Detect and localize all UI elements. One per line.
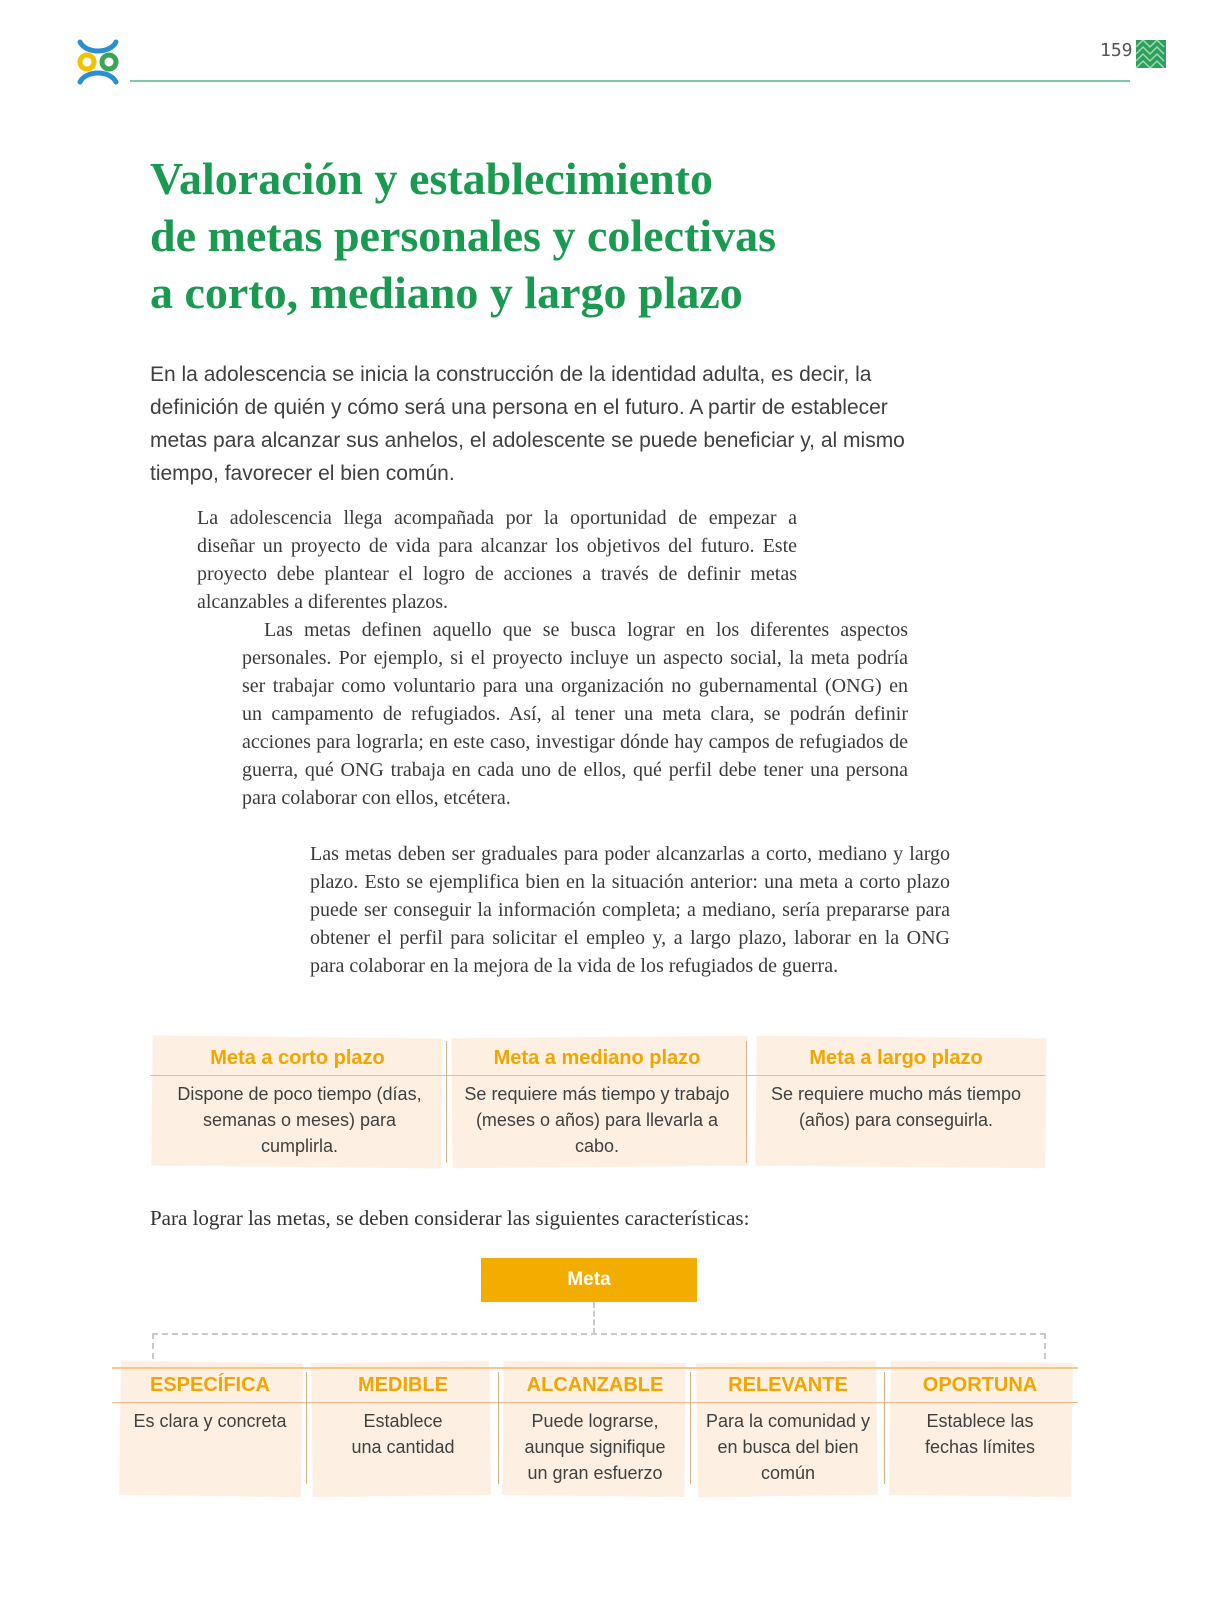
connector-line: [152, 1333, 1046, 1335]
feature-description: Para la comunidad y en busca del bien común: [705, 1411, 871, 1483]
feature-description: Es clara y concreta: [133, 1411, 287, 1431]
feature-description: Establece las fechas límites: [924, 1411, 1036, 1457]
feature-title: RELEVANTE: [728, 1374, 848, 1396]
goal-title: Meta a mediano plazo: [493, 1047, 701, 1069]
feature-especifica: [114, 1368, 306, 1434]
connector-line: [152, 1333, 154, 1359]
title-line-3: a corto, mediano y largo plazo: [150, 267, 743, 318]
goal-short-term: [150, 1037, 445, 1159]
body-paragraph-3: Las metas deben ser graduales para poder alcanzarlas a corto, mediano y largo plazo. Esto se ejemplifica bien en la situación anterior: una meta a corto plazo puede ser conseguir la información completa; a mediano, sería prepararse para obtener el perfil para solicitar el empleo y, a largo plazo, laborar en la ONG para colaborar en la mejora de la vida de los refugiados de guerra.: [310, 843, 950, 977]
title-line-1: Valoración y establecimiento: [150, 153, 714, 204]
goal-medium-term: [448, 1037, 746, 1159]
goal-description: Dispone de poco tiempo (días, semanas o meses) para cumplirla.: [177, 1084, 422, 1156]
title-line-2: de metas personales y colectivas: [150, 210, 776, 261]
column-divider: [446, 1041, 447, 1163]
goal-title: Meta a largo plazo: [809, 1047, 983, 1069]
page-number: 159: [1100, 40, 1133, 61]
column-divider: [746, 1041, 747, 1163]
page-title: [150, 150, 950, 321]
connector-line: [1044, 1333, 1046, 1359]
feature-oportuna: [884, 1368, 1076, 1460]
feature-relevante: [692, 1368, 884, 1486]
series-logo-icon: [72, 36, 124, 88]
feature-title: MEDIBLE: [358, 1374, 448, 1396]
goal-timeframe-table: [150, 1037, 1050, 1172]
goal-long-term: [748, 1037, 1044, 1133]
feature-title: ALCANZABLE: [526, 1374, 664, 1396]
feature-title: OPORTUNA: [922, 1374, 1038, 1396]
goal-description: Se requiere mucho más tiempo (años) para conseguirla.: [770, 1084, 1022, 1130]
intro-paragraph: En la adolescencia se inicia la construcción de la identidad adulta, es decir, la definición de quién y cómo será una persona en el futuro. A partir de establecer metas para alcanzar sus anhelos, el adolescente se puede beneficiar y, al mismo tiempo, favorecer el bien común.: [150, 363, 905, 485]
feature-description: Establece una cantidad: [351, 1411, 455, 1457]
feature-title: ESPECÍFICA: [149, 1374, 271, 1396]
characteristics-lead: Para lograr las metas, se deben considerar las siguientes características:: [150, 1206, 750, 1230]
feature-alcanzable: [499, 1368, 691, 1486]
body-paragraph-1: La adolescencia llega acompañada por la oportunidad de empezar a diseñar un proyecto de vida para alcanzar los objetivos del futuro. Este proyecto debe plantear el logro de acciones a través de definir metas alcanzables a diferentes plazos.: [197, 507, 797, 613]
body-paragraph-2: Las metas definen aquello que se busca lograr en los diferentes aspectos personales. Por ejemplo, si el proyecto incluye un aspecto social, la meta podría ser trabajar como voluntario para una organización no gubernamental (ONG) en un campamento de refugiados. Así, al tener una meta clara, se podrán definir acciones para lograrla; en este caso, investigar dónde hay campos de refugiados de guerra, qué ONG trabaja en cada uno de ellos, qué perfil debe tener una persona para colaborar con ellos, etcétera.: [242, 619, 908, 809]
diagram-root-node: Meta: [481, 1258, 697, 1302]
page-pattern-icon: [1136, 40, 1166, 68]
header-rule: [130, 80, 1130, 82]
goal-description: Se requiere más tiempo y trabajo (meses o años) para llevarla a cabo.: [464, 1084, 730, 1156]
feature-medible: [307, 1368, 499, 1460]
connector-line: [593, 1302, 595, 1334]
goal-title: Meta a corto plazo: [210, 1047, 385, 1069]
feature-description: Puede lograrse, aunque signifique un gran esfuerzo: [524, 1411, 666, 1483]
